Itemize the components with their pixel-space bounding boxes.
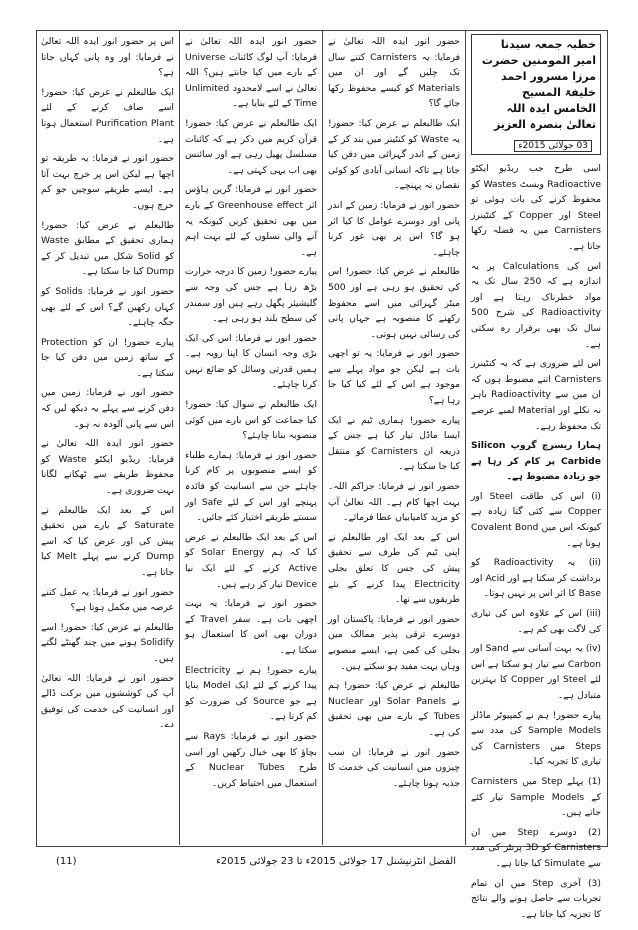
- paragraph: ہمارا ریسرچ گروپ Silicon Carbide پر کام کر رہا ہے جو زیادہ مضبوط ہے۔: [471, 440, 601, 483]
- paragraph: پیارے حضور! ہم نے کمپیوٹر ماڈلز Sample Models کی مدد سے Steps میں Carnisters کی تیاری کا تجربہ کیا۔: [471, 709, 602, 768]
- paragraph: حضور انور نے فرمایا: اللہ تعالیٰ آپ کی کوششوں میں برکت ڈالے اور انسانیت کی خدمت کی توفیق دے۔: [41, 672, 174, 731]
- paragraph: (iii) اس کے علاوہ اس کی تیاری کی لاگت بھی کم ہے۔: [471, 608, 601, 635]
- paragraph: حضور انور نے فرمایا: Rays سے بچاؤ کا بھی خیال رکھیں اور اسی طرح Nuclear Tubes کے استعمال میں احتیاط کریں۔: [185, 730, 318, 789]
- paragraph: حضور انور نے فرمایا: گرین ہاؤس اثر Greenhouse effect کے بارے میں بھی تحقیق کریں کیونکہ یہ آنے والی نسلوں کے لئے بہت اہم ہے۔: [185, 184, 317, 258]
- paragraph: طالبعلم نے عرض کیا: حضور! اس کی تحقیق ہو رہی ہے اور 500 میٹر گہرائی میں اسے محفوظ رکھنے کا منصوبہ ہے جہاں پانی کی رسائی نہیں ہوتی۔: [328, 266, 460, 340]
- paragraph: حضور انور نے فرمایا: یہ بہت اچھی بات ہے۔ سفر Travel کے دوران بھی اس کا استعمال ہو سکتا ہے۔: [185, 598, 317, 656]
- paragraph: طالبعلم نے عرض کیا: حضور! اسے Solidify ہونے میں چند گھنٹے لگتے ہیں۔: [41, 621, 174, 664]
- paragraph: اسی طرح جب ریڈیو ایکٹو Radioactive ویسٹ Wastes کو محفوظ کرنے کی بات ہوئی تو Steel اور Copper کے کنٹینرز Carnisters میں یہ فضلہ رکھا جاتا ہے۔: [471, 163, 601, 252]
- paragraph: (1) پہلے Step میں Carnisters کے Sample Models تیار کئے جاتے ہیں۔: [471, 775, 602, 819]
- paragraph: حضور انور ایدہ اللہ تعالیٰ نے فرمایا: ریڈیو ایکٹو Waste کو محفوظ طریقے سے ٹھکانے لگانا بہت ضروری ہے۔: [41, 438, 174, 497]
- paragraph: اس کے بعد ایک طالبعلم نے Saturate کے بارے میں تحقیق پیش کی اور عرض کیا کہ اسے Dump کرنے سے پہلے Melt کیا جاتا ہے۔: [41, 504, 175, 578]
- paragraph: ایک طالبعلم نے سوال کیا: حضور! کیا جماعت کو اس بارے میں کوئی منصوبہ بنانا چاہئے؟: [185, 399, 317, 442]
- paragraph: حضور انور نے فرمایا: ان سب چیزوں میں انسانیت کی خدمت کا جذبہ ہونا چاہئے۔: [328, 746, 460, 789]
- paragraph: (iv) یہ بہت آسانی سے Sand اور Carbon سے تیار ہو سکتا ہے اس لئے Steel اور Copper کا بہترین متبادل ہے۔: [471, 643, 602, 701]
- paragraph: اس پر حضور انور ایدہ اللہ تعالیٰ نے فرمایا: اور وہ پانی کہاں جاتا ہے؟: [41, 36, 174, 79]
- paragraph: حضور انور نے فرمایا: یہ عمل کتنے عرصہ میں مکمل ہوتا ہے؟: [41, 586, 174, 614]
- paragraph: حضور انور ایدہ اللہ تعالیٰ نے فرمایا: یہ Carnisters کتنے سال تک چلیں گے اور ان میں Materials کو کیسے محفوظ رکھا جائے گا؟: [328, 36, 460, 110]
- paragraph: ایک طالبعلم نے عرض کیا: حضور! قرآن کریم میں ذکر ہے کہ کائنات مسلسل پھیل رہی ہے اور سائنس بھی اب یہی کہتی ہے۔: [185, 117, 317, 176]
- paragraph: حضور انور نے فرمایا: پاکستان اور دوسرے ترقی پذیر ممالک میں بجلی کی کمی ہے، ایسے منصوبے وہاں بہت مفید ہو سکتے ہیں۔: [328, 613, 460, 672]
- paragraph: (2) دوسرے Step میں ان Carnisters کو 3D پرنٹر کی مدد سے Simulate کیا جاتا ہے۔: [471, 826, 602, 869]
- column-1: [466, 30, 606, 920]
- paragraph: اس کے بعد ایک طالبعلم نے عرض کیا کہ ہم Solar Energy کو Active کرنے کے لئے ایک نیا Device تیار کر رہے ہیں۔: [185, 531, 317, 590]
- paragraph: پیارے حضور! زمین کا درجہ حرارت بڑھ رہا ہے جس کی وجہ سے گلیشیئر پگھل رہے ہیں اور سمندر کی سطح بلند ہو رہی ہے۔: [185, 266, 317, 325]
- column-divider: [465, 30, 466, 845]
- paragraph: حضور انور نے فرمایا: یہ تو اچھی بات ہے لیکن جو مواد پہلے سے موجود ہے اس کے لئے کیا کیا جا رہا ہے؟: [328, 348, 460, 407]
- paragraph: حضور انور نے فرمایا: یہ طریقہ تو اچھا ہے لیکن اس پر خرچ بہت آتا ہے۔ ایسے طریقے سوچیں جو کم خرچ ہوں۔: [41, 153, 174, 211]
- paragraph: حضور انور نے فرمایا: اس کی ایک بڑی وجہ انسان کا اپنا رویہ ہے۔ ہمیں قدرتی وسائل کو ضائع نہیں کرنا چاہئے۔: [185, 332, 317, 391]
- column-2: [323, 30, 465, 845]
- paragraph: اس لئے ضروری ہے کہ یہ کنٹینرز Carnisters اتنے مضبوط ہوں کہ ان میں سے Radioactivity باہر نہ نکلے اور Material لمبے عرصے تک محفوظ رہے۔: [471, 358, 602, 432]
- article-title-line2: خلیفۃ المسیح الخامس ایدہ اللہ تعالیٰ بنصرہ العزیز: [493, 86, 596, 131]
- paragraph: (ii) یہ Radioactivity کو برداشت کر سکتا ہے اور Acid اور Base کا اثر اس پر نہیں ہوتا۔: [471, 557, 601, 600]
- paragraph: طالبعلم نے عرض کیا: حضور! ہم نے Solar Panels اور Nuclear Tubes کے بارے میں بھی تحقیق کی ہے۔: [328, 680, 460, 738]
- paragraph: ایک طالبعلم نے عرض کیا: حضور! یہ Waste کو کنٹینر میں بند کر کے زمین کے اندر گہرائی میں دفن کیا جاتا ہے تاکہ انسانی آبادی کو کوئی نقصان نہ پہنچے۔: [328, 117, 460, 192]
- column-4: [36, 30, 179, 845]
- paragraph: پیارے حضور! ہماری ٹیم نے ایک ایسا ماڈل تیار کیا ہے جس کے ذریعہ ان Carnisters کو منتقل کیا جا سکتا ہے۔: [328, 414, 460, 473]
- paragraph: حضور انور نے فرمایا: جزاکم اللہ۔ بہت اچھا کام ہے۔ اللہ تعالیٰ آپ کو مزید کامیابیاں عطا فرمائے۔: [328, 481, 460, 524]
- paragraph: حضور انور نے فرمایا: زمین میں دفن کرنے سے پہلے یہ دیکھ لیں کہ اس سے پانی آلودہ نہ ہو۔: [41, 387, 174, 430]
- paragraph: پیارے حضور! ہم نے Electricity پیدا کرنے کے لئے ایک Model بنایا ہے جو Source کی ضرورت کو کم کرتا ہے۔: [185, 664, 317, 723]
- column-divider: [179, 30, 180, 845]
- paragraph: ایک طالبعلم نے عرض کیا: حضور! اسے صاف کرنے کے لئے Purification Plant استعمال ہوتا ہے۔: [41, 86, 175, 145]
- paragraph: حضور انور نے فرمایا: ہمارے طلباء کو ایسے منصوبوں پر کام کرنا چاہئے جن سے انسانیت کو فائدہ پہنچے اور اس کے لئے Safe اور سستے طریقے اختیار کئے جائیں۔: [185, 449, 317, 524]
- paragraph: اس کے بعد ایک اور طالبعلم نے اپنی ٹیم کی طرف سے تحقیق پیش کی جس کا تعلق بجلی Electricity پیدا کرنے کے نئے طریقوں سے تھا۔: [328, 531, 460, 606]
- paragraph: (3) آخری Step میں ان تمام تجربات سے حاصل ہونے والے نتائج کا تجزیہ کیا جاتا ہے۔: [471, 877, 601, 920]
- masthead-date-line: الفضل انٹرنیشنل 17 جولائی 2015ء تا 23 جولائی 2015ء: [216, 856, 456, 867]
- page-number: (11): [56, 856, 77, 867]
- article-title-line1: خطبہ جمعہ سیدنا امیر المومنین حضرت مرزا مسرور احمد: [481, 38, 596, 83]
- paragraph: اس کی Calculations پر یہ اندازہ ہے کہ 250 سال تک یہ مواد خطرناک رہتا ہے اور Radioactivity کی شرح 500 سال تک بھی برقرار رہ سکتی ہے۔: [471, 260, 602, 350]
- paragraph: پیارے حضور! ان کو Protection کے ساتھ زمین میں دفن کیا جا سکتا ہے۔: [41, 336, 174, 379]
- paragraph: حضور انور نے فرمایا: زمین کے اندر پانی اور دوسرے عوامل کا کیا اثر ہو گا؟ اس پر بھی غور کرنا چاہئے۔: [328, 199, 460, 258]
- paragraph: حضور انور نے فرمایا: Solids کو کہاں رکھیں گے؟ اس کے لئے بھی جگہ چاہئے۔: [41, 285, 174, 329]
- article-title-box: [471, 34, 601, 155]
- column-divider: [322, 30, 323, 845]
- paragraph: (i) اس کی طاقت Steel اور Copper سے کئی گنا زیادہ ہے کیونکہ اس میں Covalent Bond ہوتا ہے۔: [471, 490, 602, 549]
- paragraph: طالبعلم نے عرض کیا: حضور! ہماری تحقیق کے مطابق Waste کو Solid شکل میں تبدیل کر کے Dump کیا جا سکتا ہے۔: [41, 219, 174, 278]
- article-date: 03 جولائی 2015ء: [514, 140, 592, 152]
- page-footer: [36, 856, 606, 872]
- paragraph: حضور انور ایدہ اللہ تعالیٰ نے فرمایا: آپ لوگ کائنات Universe کے بارے میں کیا جانتے ہیں؟ اللہ تعالیٰ نے اسے لامحدود Unlimited Time کے لئے بنایا ہے۔: [185, 36, 317, 110]
- column-3: [180, 30, 322, 845]
